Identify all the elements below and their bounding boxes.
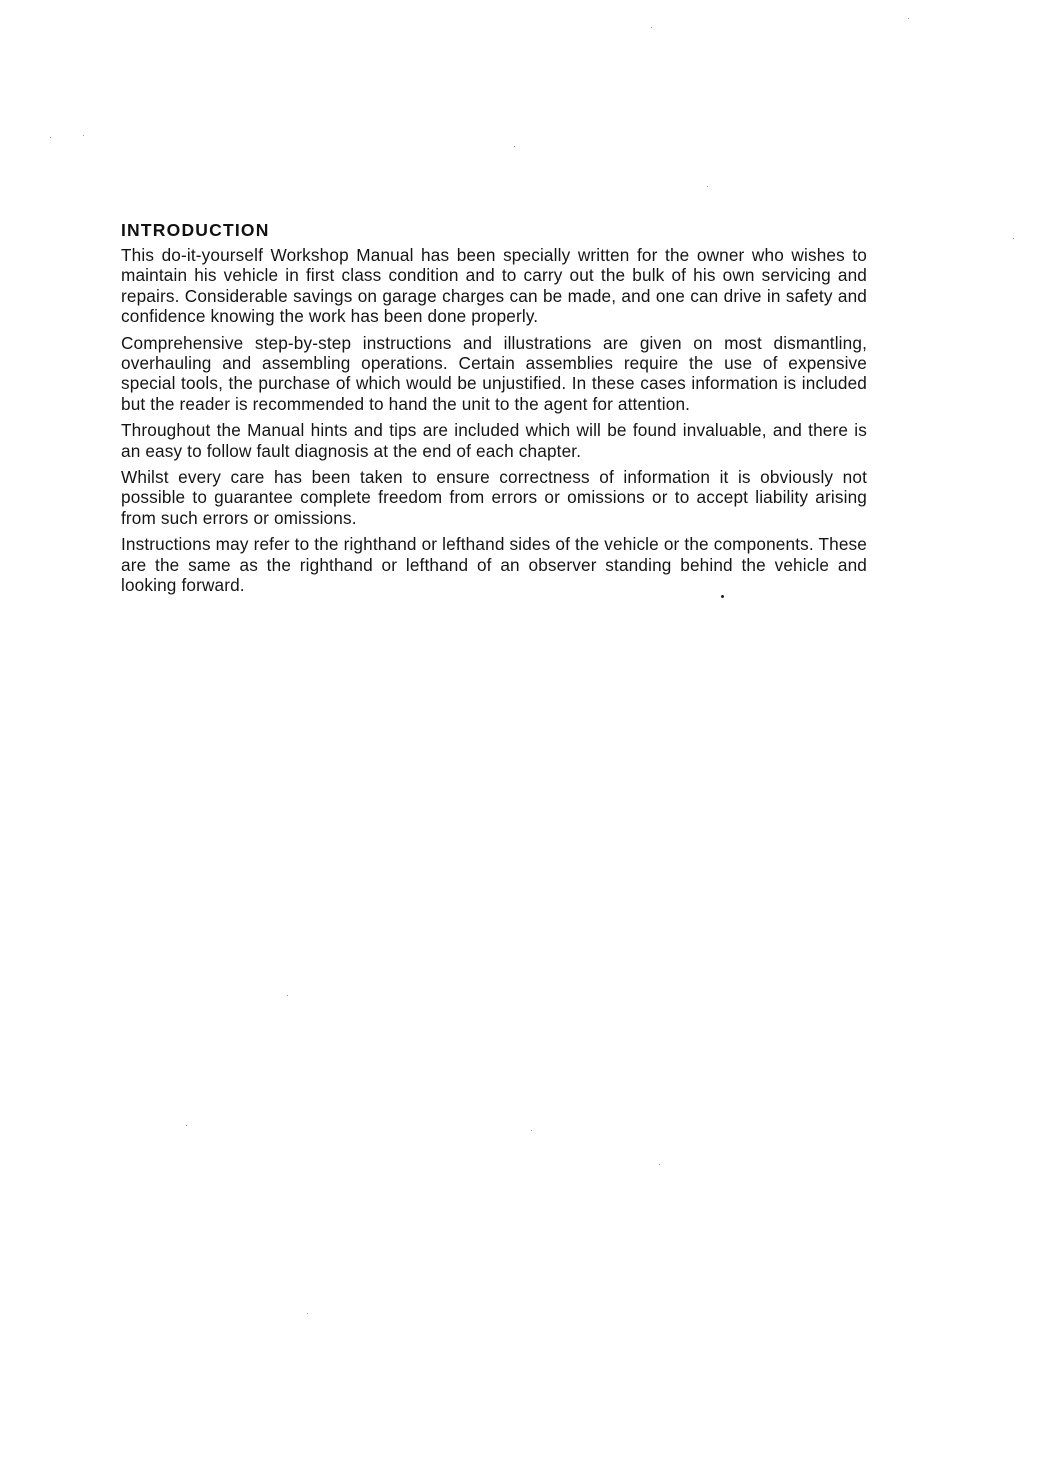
scan-speck xyxy=(50,137,51,138)
scan-speck xyxy=(908,18,909,19)
scan-speck xyxy=(707,186,708,187)
section-heading: INTRODUCTION xyxy=(121,220,270,240)
paragraph-orientation: Instructions may refer to the righthand or lefthand sides of the vehicle or the components. These are the same as the righthand or lefthand of an observer standing behind the vehicle and looking forward. xyxy=(121,534,867,596)
introduction-section xyxy=(121,219,867,602)
scan-speck xyxy=(83,135,84,136)
scan-speck xyxy=(651,27,652,28)
paragraph-disclaimer: Whilst every care has been taken to ensure correctness of information it is obviously not possible to guarantee complete freedom from errors or omissions or to accept liability arising from such errors or omissions. xyxy=(121,467,867,528)
scan-speck xyxy=(307,1313,308,1314)
scan-speck xyxy=(186,1125,187,1126)
scan-speck xyxy=(514,146,515,147)
scan-speck xyxy=(1013,238,1014,239)
paragraph-instructions: Comprehensive step-by-step instructions and illustrations are given on most dismantling, overhauling and assembling operations. Certain assemblies require the use of expensive special tools, the purchase of which would be unjustified. In these cases information is included but the reader is recommended to hand the unit to the agent for attention. xyxy=(121,332,867,414)
paragraph-hints: Throughout the Manual hints and tips are included which will be found invaluable, and there is an easy to follow fault diagnosis at the end of each chapter. xyxy=(121,420,867,461)
scan-speck xyxy=(531,1130,532,1131)
scan-speck xyxy=(287,995,288,996)
scan-speck xyxy=(659,1164,660,1165)
paragraph-purpose: This do-it-yourself Workshop Manual has been specially written for the owner who wishes to maintain his vehicle in first class condition and to carry out the bulk of his own servicing and repairs. Considerable savings on garage charges can be made, and one can drive in safety and confidence knowing the work has been done properly. xyxy=(121,245,867,327)
